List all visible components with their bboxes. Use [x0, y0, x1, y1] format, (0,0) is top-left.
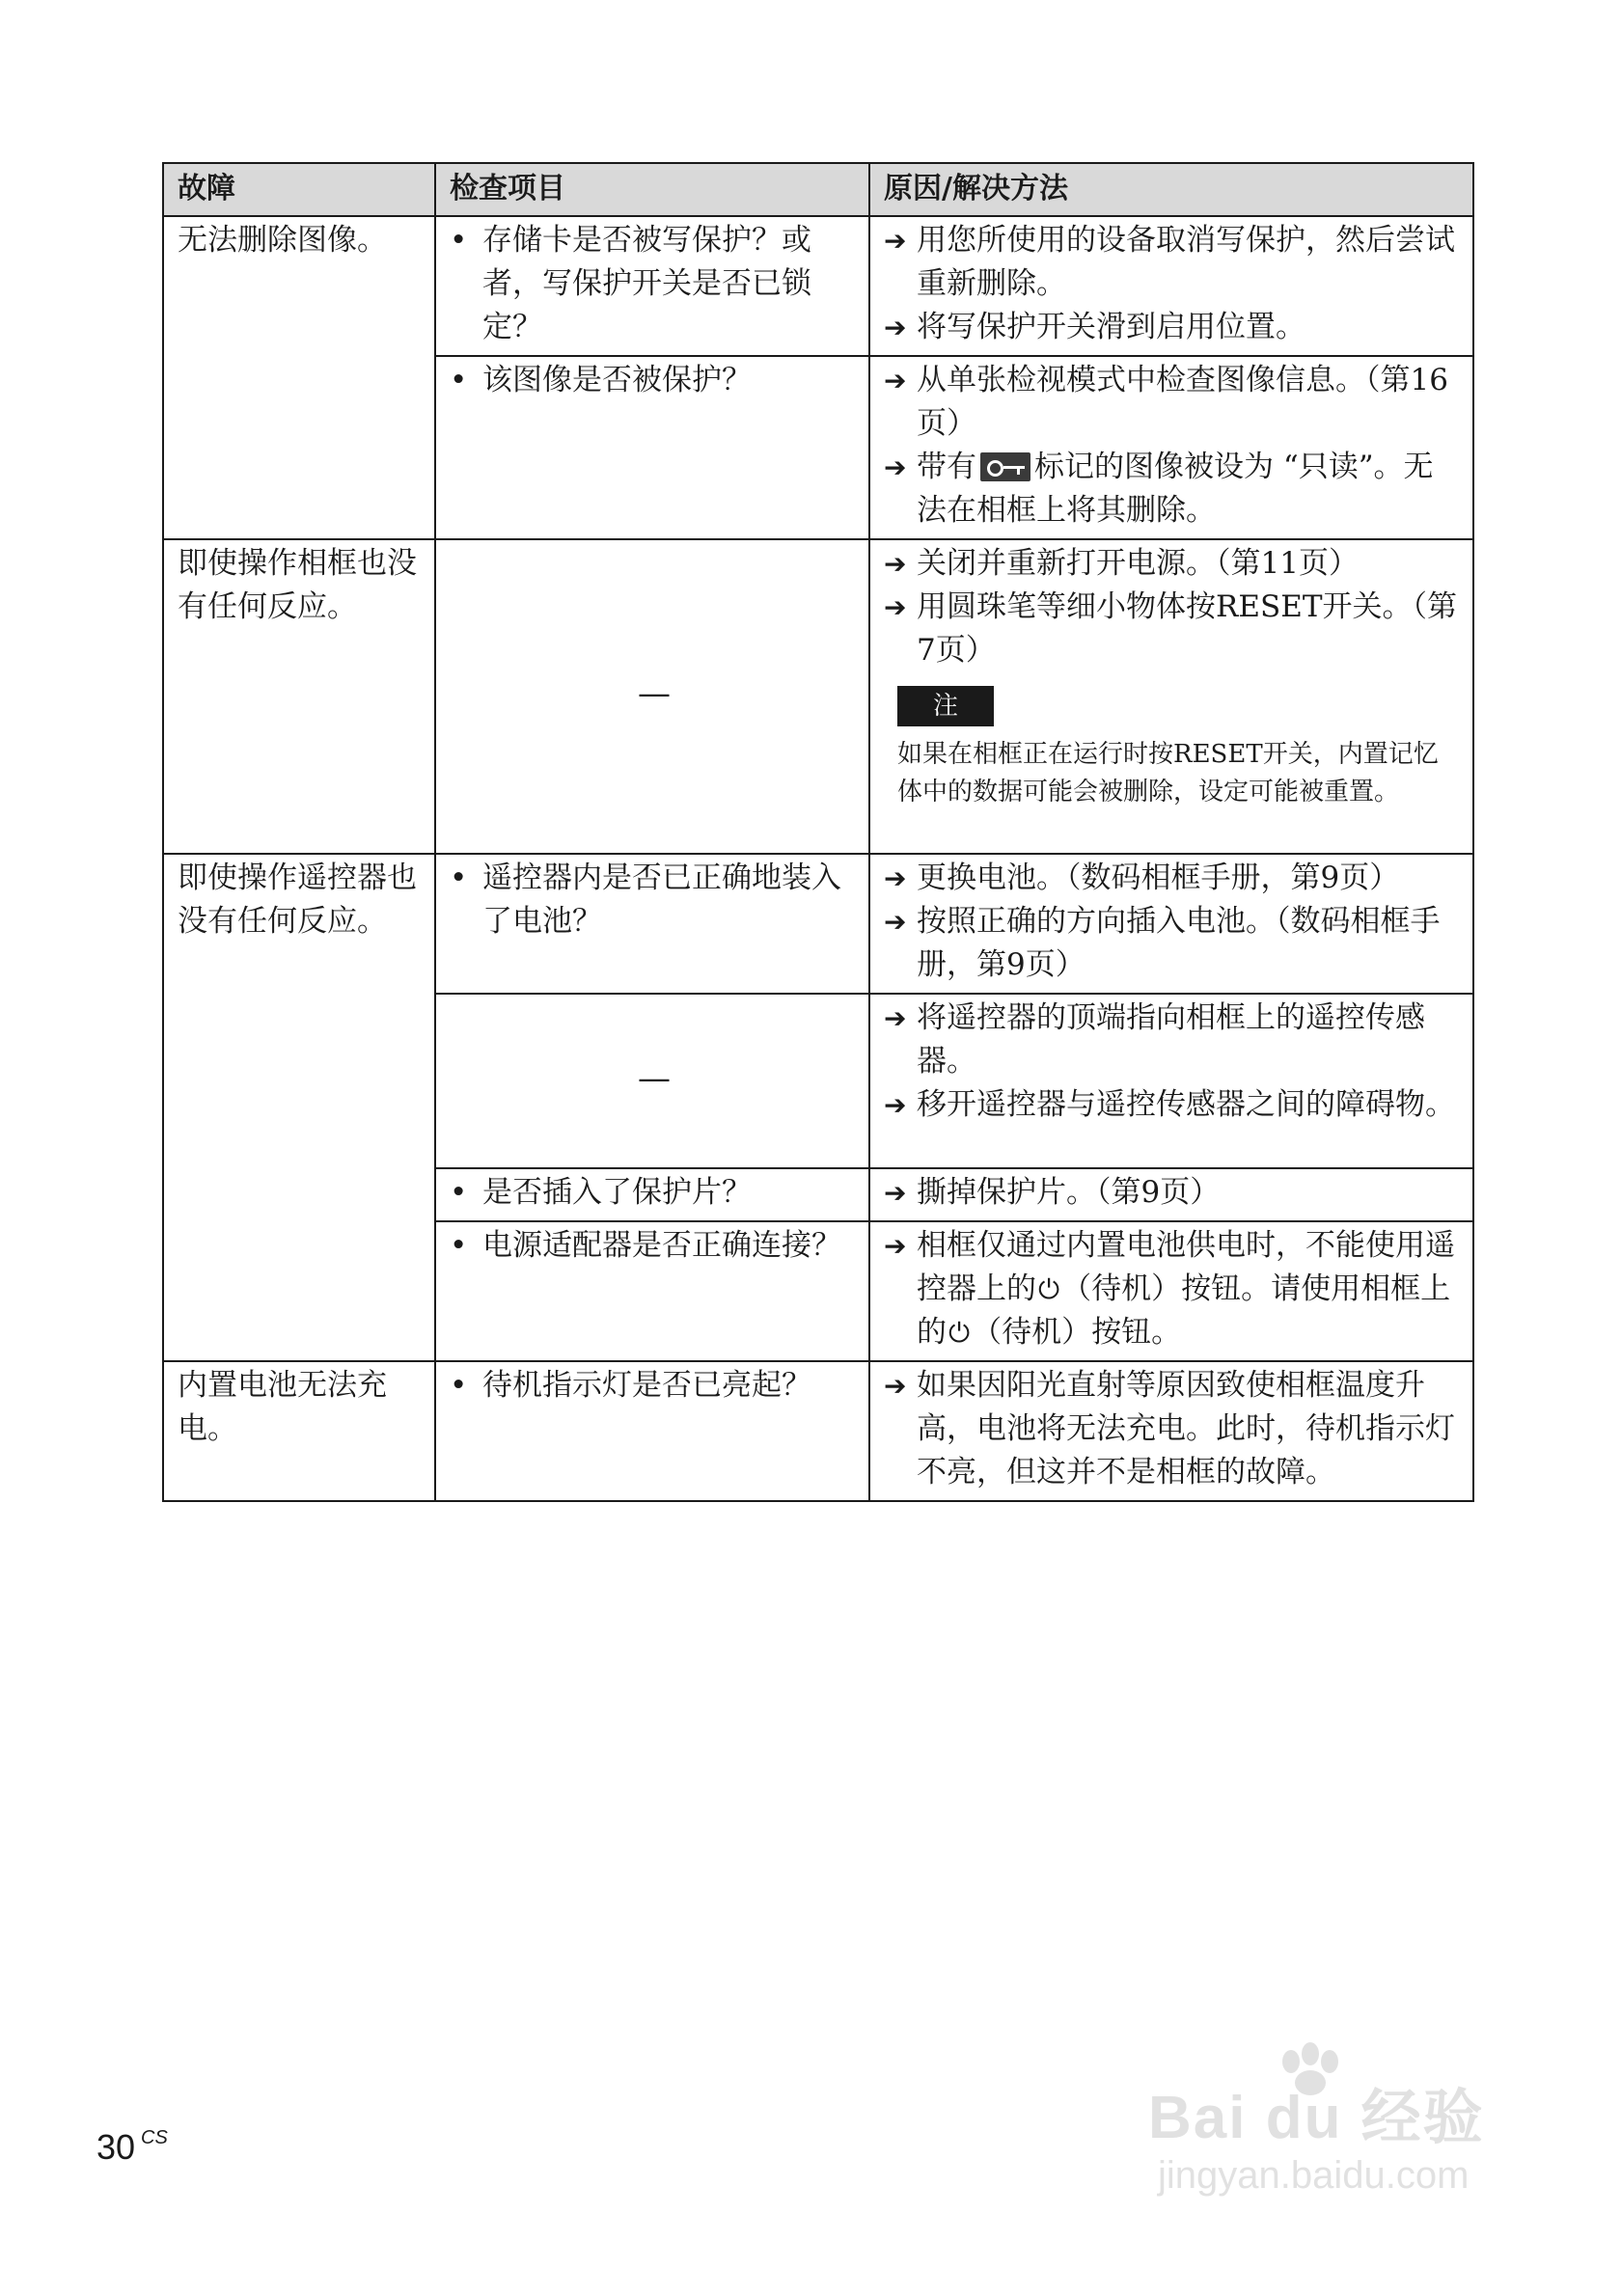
solution-text: 用您所使用的设备取消写保护，然后尝试重新删除。: [917, 223, 1455, 301]
check-cell: [435, 854, 869, 994]
dash-text: —: [638, 1058, 671, 1098]
page-number-value: 30: [96, 2127, 136, 2167]
check-text: 该图像是否被保护？: [482, 363, 752, 397]
power-icon: ⏻: [1038, 1273, 1060, 1305]
watermark-url: jingyan.baidu.com: [1158, 2154, 1470, 2197]
language-code: CS: [141, 2127, 168, 2148]
arrow-icon: ➔: [884, 312, 907, 343]
note-text: 如果在相框正在运行时按RESET开关，内置记忆体中的数据可能会被删除，设定可能被重置。: [897, 740, 1439, 806]
fault-cell: 即使操作相框也没有任何反应。: [163, 539, 435, 854]
solution-text: [917, 1224, 1463, 1354]
key-icon: [980, 452, 1030, 481]
fault-cell: 即使操作遥控器也没有任何反应。: [163, 854, 435, 1361]
arrow-icon: ➔: [884, 1230, 907, 1262]
header-fault: 故障: [163, 163, 435, 216]
solution-cell: [869, 216, 1473, 356]
table-row: [163, 1361, 1473, 1501]
solution-text: 关闭并重新打开电源。（第11页）: [917, 546, 1359, 581]
check-cell: [435, 539, 869, 854]
solution-text: 移开遥控器与遥控传感器之间的障碍物。: [917, 1087, 1455, 1122]
arrow-icon: ➔: [884, 365, 907, 396]
solution-cell: [869, 1168, 1473, 1221]
table-row: [163, 539, 1473, 854]
table-row: [163, 854, 1473, 994]
arrow-icon: ➔: [884, 591, 907, 623]
arrow-icon: ➔: [884, 1089, 907, 1121]
solution-text: 从单张检视模式中检查图像信息。（第16页）: [917, 363, 1448, 441]
solution-text-part: （待机）按钮。: [972, 1315, 1182, 1350]
arrow-icon: ➔: [884, 1370, 907, 1402]
bullet-icon: •: [450, 223, 468, 258]
dash-text: —: [638, 674, 671, 713]
solution-cell: [869, 356, 1473, 539]
check-text: 电源适配器是否正确连接？: [482, 1228, 841, 1263]
check-text: 遥控器内是否已正确地装入了电池？: [482, 861, 841, 939]
troubleshooting-table: [162, 162, 1474, 1502]
solution-cell: [869, 1221, 1473, 1361]
note-label: 注: [897, 686, 994, 726]
bullet-icon: •: [450, 1368, 468, 1403]
header-check: 检查项目: [435, 163, 869, 216]
solution-text-after: 标记的图像被设为 “只读”。无法在相框上将其删除。: [917, 450, 1434, 528]
table-header-row: [163, 163, 1473, 216]
solution-text: 将遥控器的顶端指向相框上的遥控传感器。: [917, 1000, 1425, 1079]
watermark-text: Bai du 经验: [1148, 2085, 1485, 2151]
solution-text: 更换电池。（数码相框手册，第9页）: [917, 861, 1400, 895]
solution-text: 将写保护开关滑到启用位置。: [917, 310, 1305, 344]
arrow-icon: ➔: [884, 1002, 907, 1034]
check-cell: [435, 356, 869, 539]
solution-text-part: 相框仅通过内置电池供电时，不能使用遥控器上的: [917, 1228, 1455, 1306]
check-text: 待机指示灯是否已亮起？: [482, 1368, 811, 1403]
bullet-icon: •: [450, 1175, 468, 1210]
fault-cell: 无法删除图像。: [163, 216, 435, 539]
header-cause: 原因/解决方法: [869, 163, 1473, 216]
check-text: 存储卡是否被写保护？或者，写保护开关是否已锁定？: [482, 223, 811, 344]
table-row: [163, 216, 1473, 356]
solution-cell: [869, 539, 1473, 854]
arrow-icon: ➔: [884, 906, 907, 938]
bullet-icon: •: [450, 363, 468, 397]
check-cell: [435, 1361, 869, 1501]
solution-text: [917, 446, 1463, 533]
solution-text-part: （待机）按钮。请使用相框上的: [917, 1271, 1451, 1350]
check-cell: [435, 1221, 869, 1361]
power-icon: ⏻: [948, 1317, 971, 1349]
solution-text-before: 带有: [917, 450, 976, 484]
solution-text: 用圆珠笔等细小物体按RESET开关。（第7页）: [917, 589, 1458, 668]
solution-cell: [869, 854, 1473, 994]
bullet-icon: •: [450, 861, 468, 895]
solution-text: 如果因阳光直射等原因致使相框温度升高，电池将无法充电。此时，待机指示灯不亮，但这并不是相框的故障。: [917, 1368, 1455, 1490]
check-text: 是否插入了保护片？: [482, 1175, 752, 1210]
fault-cell: 内置电池无法充电。: [163, 1361, 435, 1501]
arrow-icon: ➔: [884, 1177, 907, 1209]
solution-text: 撕掉保护片。（第9页）: [917, 1175, 1221, 1210]
check-cell: [435, 1168, 869, 1221]
arrow-icon: ➔: [884, 225, 907, 257]
arrow-icon: ➔: [884, 862, 907, 894]
arrow-icon: ➔: [884, 451, 907, 483]
baidu-watermark: [1148, 2040, 1553, 2224]
solution-cell: [869, 1361, 1473, 1501]
solution-text: 按照正确的方向插入电池。（数码相框手册，第9页）: [917, 904, 1441, 982]
page-number: [96, 2127, 168, 2168]
check-cell: [435, 994, 869, 1168]
solution-cell: [869, 994, 1473, 1168]
arrow-icon: ➔: [884, 548, 907, 580]
bullet-icon: •: [450, 1228, 468, 1263]
check-cell: [435, 216, 869, 356]
